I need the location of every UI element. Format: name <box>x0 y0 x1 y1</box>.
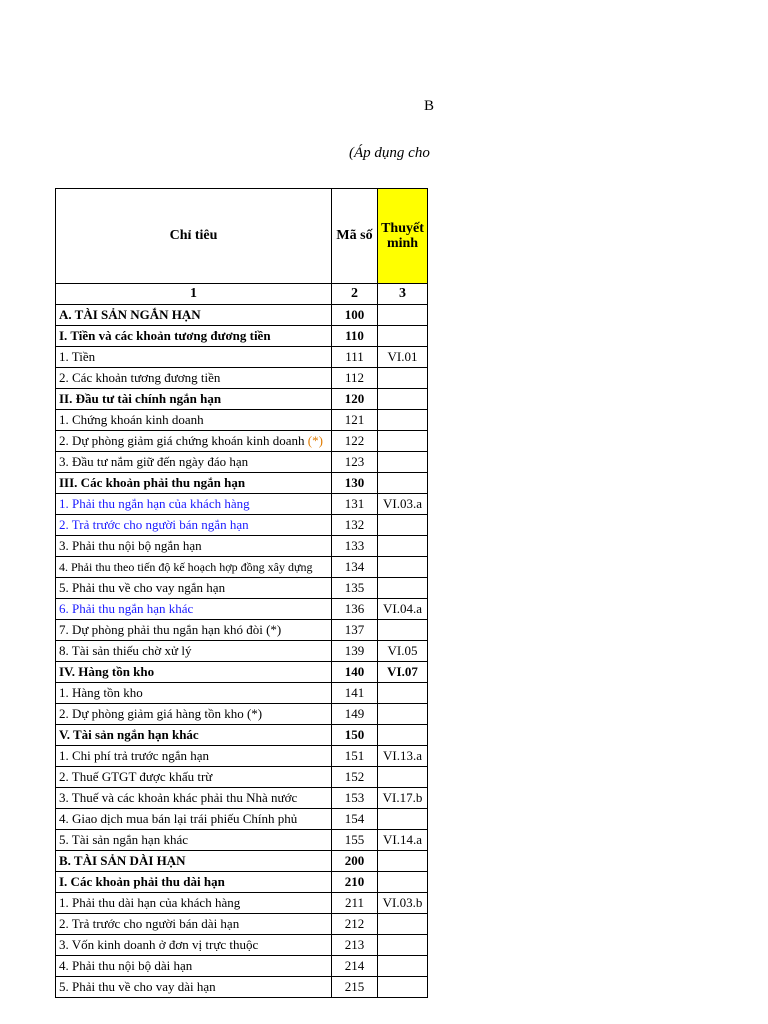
row-name-text: II. Đầu tư tài chính ngắn hạn <box>59 391 222 406</box>
row-name-cell[interactable] <box>56 977 332 998</box>
row-name-cell[interactable] <box>56 515 332 536</box>
row-name-text: III. Các khoản phải thu ngắn hạn <box>59 475 246 490</box>
row-note-cell[interactable] <box>378 557 428 578</box>
table-row <box>56 662 428 683</box>
row-name-text: IV. Hàng tồn kho <box>59 664 155 679</box>
row-name-cell[interactable] <box>56 662 332 683</box>
row-name-text: 2. Trả trước cho người bán ngắn hạn <box>59 517 249 532</box>
row-note-cell[interactable] <box>378 536 428 557</box>
row-note-cell[interactable]: VI.04.a <box>378 599 428 620</box>
table-row <box>56 809 428 830</box>
table-row <box>56 746 428 767</box>
row-name-cell[interactable] <box>56 494 332 515</box>
row-name-text: B. TÀI SẢN DÀI HẠN <box>59 853 186 868</box>
column-number-row <box>56 284 428 305</box>
row-name-text: A. TÀI SẢN NGẮN HẠN <box>59 307 201 322</box>
row-name-cell[interactable] <box>56 704 332 725</box>
balance-sheet-table <box>55 188 428 998</box>
row-name-cell[interactable] <box>56 725 332 746</box>
row-note-cell[interactable] <box>378 620 428 641</box>
row-name-cell[interactable] <box>56 683 332 704</box>
row-note-cell[interactable] <box>378 809 428 830</box>
row-name-cell[interactable] <box>56 557 332 578</box>
row-name-cell[interactable] <box>56 641 332 662</box>
row-name-cell[interactable] <box>56 788 332 809</box>
row-code-cell[interactable]: 155 <box>332 830 378 851</box>
table-row <box>56 704 428 725</box>
row-code-cell[interactable]: 136 <box>332 599 378 620</box>
row-name-cell[interactable] <box>56 599 332 620</box>
row-note-cell[interactable]: VI.17.b <box>378 788 428 809</box>
table-row <box>56 410 428 431</box>
header-name-cell: Chỉ tiêu <box>56 189 332 284</box>
table-row <box>56 683 428 704</box>
row-note-cell[interactable] <box>378 431 428 452</box>
row-note-cell[interactable] <box>378 473 428 494</box>
table-row <box>56 641 428 662</box>
row-code-cell[interactable]: 215 <box>332 977 378 998</box>
column-number-2: 2 <box>332 284 378 305</box>
row-code-cell[interactable]: 132 <box>332 515 378 536</box>
row-name-text: 1. Tiền <box>59 349 96 364</box>
table-row <box>56 914 428 935</box>
row-code-cell[interactable]: 111 <box>332 347 378 368</box>
row-name-marker: (*) <box>307 433 323 448</box>
row-code-cell[interactable]: 200 <box>332 851 378 872</box>
row-note-cell[interactable] <box>378 956 428 977</box>
row-name-cell[interactable] <box>56 914 332 935</box>
row-note-cell[interactable] <box>378 683 428 704</box>
row-name-cell[interactable] <box>56 389 332 410</box>
row-name-cell[interactable] <box>56 368 332 389</box>
table-row <box>56 389 428 410</box>
column-number-3: 3 <box>378 284 428 305</box>
table-row <box>56 725 428 746</box>
table-row <box>56 473 428 494</box>
row-note-cell[interactable] <box>378 725 428 746</box>
header-note-cell: Thuyết minh <box>378 189 428 284</box>
row-note-cell[interactable] <box>378 914 428 935</box>
row-note-cell[interactable]: VI.05 <box>378 641 428 662</box>
row-code-cell[interactable]: 153 <box>332 788 378 809</box>
row-name-text: 1. Chi phí trả trước ngắn hạn <box>59 748 210 763</box>
row-name-cell[interactable] <box>56 620 332 641</box>
row-name-cell[interactable] <box>56 956 332 977</box>
row-name-text: 8. Tài sản thiếu chờ xử lý <box>59 643 192 658</box>
row-note-cell[interactable]: VI.14.a <box>378 830 428 851</box>
table-row <box>56 893 428 914</box>
table-row <box>56 767 428 788</box>
row-name-text: 3. Thuế và các khoản khác phải thu Nhà nước <box>59 790 298 805</box>
row-name-text: 5. Phải thu về cho vay dài hạn <box>59 979 216 994</box>
row-name-text: 3. Đầu tư nắm giữ đến ngày đáo hạn <box>59 454 249 469</box>
row-code-cell[interactable]: 150 <box>332 725 378 746</box>
table-row <box>56 452 428 473</box>
row-name-cell[interactable] <box>56 431 332 452</box>
report-title-fragment: B <box>424 98 435 114</box>
table-header-row <box>56 189 428 284</box>
row-note-cell[interactable]: VI.01 <box>378 347 428 368</box>
table-row <box>56 305 428 326</box>
row-name-text: 1. Chứng khoán kinh doanh <box>59 412 204 427</box>
row-name-text: 7. Dự phòng phải thu ngắn hạn khó đòi (*) <box>59 622 282 637</box>
row-note-cell[interactable] <box>378 515 428 536</box>
table-row <box>56 830 428 851</box>
row-name-text: 5. Tài sản ngắn hạn khác <box>59 832 188 847</box>
row-name-cell[interactable] <box>56 536 332 557</box>
row-code-cell[interactable]: 121 <box>332 410 378 431</box>
report-subtitle-fragment: (Áp dụng cho <box>349 145 430 161</box>
row-name-text: 2. Dự phòng giảm giá chứng khoán kinh doanh <box>59 433 308 448</box>
row-code-cell[interactable]: 154 <box>332 809 378 830</box>
row-note-cell[interactable] <box>378 977 428 998</box>
row-name-text: 1. Hàng tồn kho <box>59 685 143 700</box>
row-name-cell[interactable] <box>56 872 332 893</box>
row-note-cell[interactable] <box>378 578 428 599</box>
row-code-cell[interactable]: 211 <box>332 893 378 914</box>
row-code-cell[interactable]: 141 <box>332 683 378 704</box>
row-name-text: 1. Phải thu ngắn hạn của khách hàng <box>59 496 250 511</box>
row-name-cell[interactable] <box>56 473 332 494</box>
row-name-text: 4. Giao dịch mua bán lại trái phiếu Chính phủ <box>59 811 298 826</box>
row-code-cell[interactable]: 123 <box>332 452 378 473</box>
row-code-cell[interactable]: 122 <box>332 431 378 452</box>
row-code-cell[interactable]: 120 <box>332 389 378 410</box>
table-row <box>56 431 428 452</box>
row-name-cell[interactable] <box>56 578 332 599</box>
row-code-cell[interactable]: 151 <box>332 746 378 767</box>
row-code-cell[interactable]: 214 <box>332 956 378 977</box>
row-name-text: V. Tài sản ngắn hạn khác <box>59 727 199 742</box>
table-row <box>56 599 428 620</box>
row-name-cell[interactable] <box>56 851 332 872</box>
row-code-cell[interactable]: 135 <box>332 578 378 599</box>
row-note-cell[interactable] <box>378 305 428 326</box>
row-name-text: 3. Phải thu nội bộ ngắn hạn <box>59 538 202 553</box>
row-note-cell[interactable]: VI.03.a <box>378 494 428 515</box>
row-note-cell[interactable] <box>378 851 428 872</box>
row-code-cell[interactable]: 139 <box>332 641 378 662</box>
table-row <box>56 494 428 515</box>
row-name-cell[interactable] <box>56 746 332 767</box>
row-code-cell[interactable]: 140 <box>332 662 378 683</box>
row-code-cell[interactable]: 130 <box>332 473 378 494</box>
row-note-cell[interactable]: VI.13.a <box>378 746 428 767</box>
row-name-text: 4. Phải thu theo tiến độ kế hoạch hợp đồng xây dựng <box>59 559 313 574</box>
row-name-cell[interactable] <box>56 305 332 326</box>
table-row <box>56 620 428 641</box>
table-row <box>56 326 428 347</box>
row-note-cell[interactable] <box>378 389 428 410</box>
row-code-cell[interactable]: 131 <box>332 494 378 515</box>
row-code-cell[interactable]: 149 <box>332 704 378 725</box>
row-note-cell[interactable] <box>378 368 428 389</box>
table-row <box>56 788 428 809</box>
row-note-cell[interactable]: VI.07 <box>378 662 428 683</box>
row-name-text: 2. Dự phòng giảm giá hàng tồn kho (*) <box>59 706 263 721</box>
row-note-cell[interactable] <box>378 704 428 725</box>
row-name-text: 3. Vốn kinh doanh ở đơn vị trực thuộc <box>59 937 259 952</box>
table-row <box>56 347 428 368</box>
row-name-text: 2. Các khoản tương đương tiền <box>59 370 221 385</box>
row-name-text: 2. Thuế GTGT được khấu trừ <box>59 769 213 784</box>
row-code-cell[interactable]: 212 <box>332 914 378 935</box>
row-name-text: 5. Phải thu về cho vay ngắn hạn <box>59 580 226 595</box>
table-row <box>56 557 428 578</box>
table-row <box>56 368 428 389</box>
row-name-cell[interactable] <box>56 767 332 788</box>
row-note-cell[interactable] <box>378 767 428 788</box>
row-name-text: 1. Phải thu dài hạn của khách hàng <box>59 895 241 910</box>
row-name-cell[interactable] <box>56 830 332 851</box>
row-name-cell[interactable] <box>56 326 332 347</box>
row-name-text: 2. Trả trước cho người bán dài hạn <box>59 916 240 931</box>
row-code-cell[interactable]: 133 <box>332 536 378 557</box>
row-code-cell[interactable]: 152 <box>332 767 378 788</box>
row-name-cell[interactable] <box>56 452 332 473</box>
row-note-cell[interactable] <box>378 872 428 893</box>
row-name-cell[interactable] <box>56 809 332 830</box>
row-note-cell[interactable] <box>378 452 428 473</box>
table-row <box>56 935 428 956</box>
table-row <box>56 977 428 998</box>
row-code-cell[interactable]: 110 <box>332 326 378 347</box>
header-code-cell: Mã số <box>332 189 378 284</box>
row-name-cell[interactable] <box>56 893 332 914</box>
row-name-text: I. Các khoản phải thu dài hạn <box>59 874 225 889</box>
table-row <box>56 956 428 977</box>
row-name-cell[interactable] <box>56 347 332 368</box>
row-name-text: I. Tiền và các khoản tương đương tiền <box>59 328 271 343</box>
table-row <box>56 851 428 872</box>
row-note-cell[interactable] <box>378 935 428 956</box>
row-name-cell[interactable] <box>56 410 332 431</box>
row-name-text: 6. Phải thu ngắn hạn khác <box>59 601 194 616</box>
row-code-cell[interactable]: 137 <box>332 620 378 641</box>
row-note-cell[interactable] <box>378 410 428 431</box>
row-code-cell[interactable]: 210 <box>332 872 378 893</box>
row-note-cell[interactable] <box>378 326 428 347</box>
table-row <box>56 536 428 557</box>
column-number-1: 1 <box>56 284 332 305</box>
table-row <box>56 578 428 599</box>
row-code-cell[interactable]: 134 <box>332 557 378 578</box>
row-code-cell[interactable]: 100 <box>332 305 378 326</box>
row-code-cell[interactable]: 213 <box>332 935 378 956</box>
row-name-text: 4. Phải thu nội bộ dài hạn <box>59 958 193 973</box>
row-note-cell[interactable]: VI.03.b <box>378 893 428 914</box>
row-name-cell[interactable] <box>56 935 332 956</box>
row-code-cell[interactable]: 112 <box>332 368 378 389</box>
table-row <box>56 872 428 893</box>
table-row <box>56 515 428 536</box>
